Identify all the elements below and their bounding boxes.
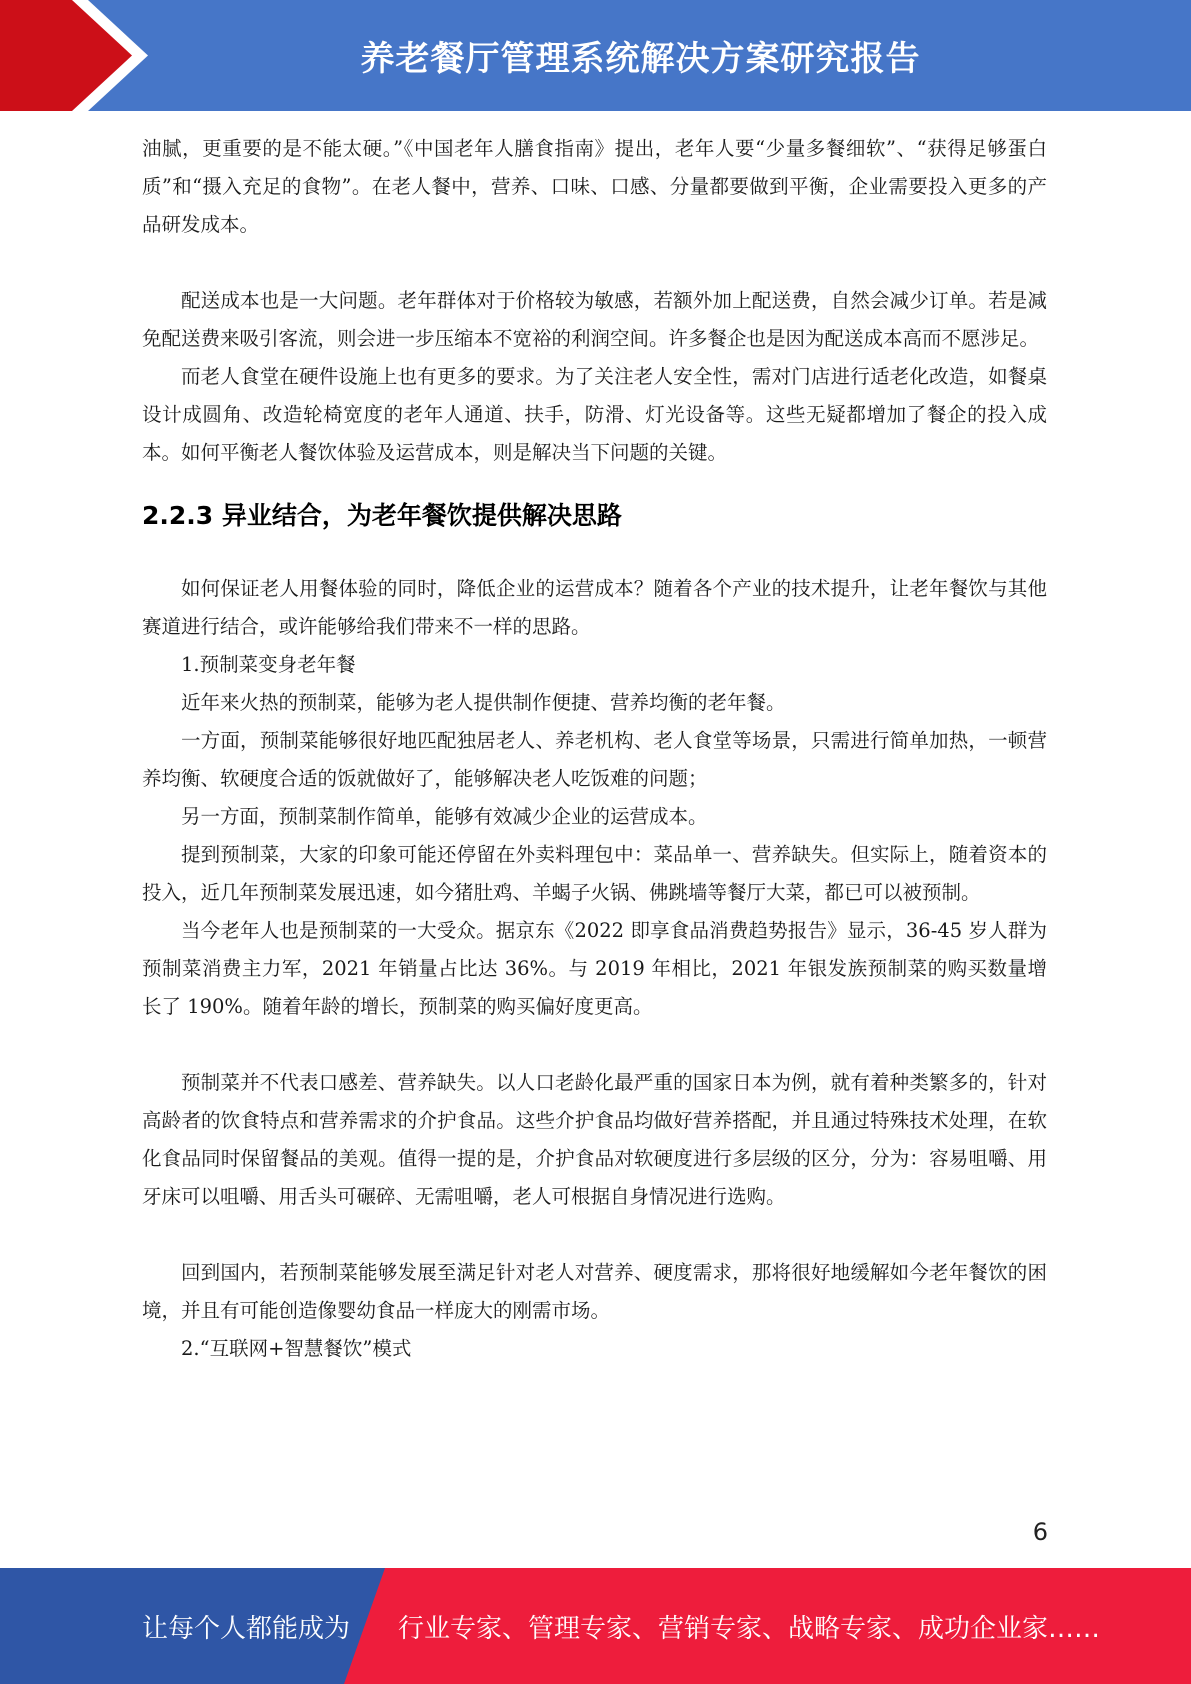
- paragraph: 近年来火热的预制菜，能够为老人提供制作便捷、营养均衡的老年餐。: [181, 691, 786, 714]
- paragraph: 一方面，预制菜能够很好地匹配独居老人、养老机构、老人食堂等场景，只需进行简单加热，一顿营养均衡、软硬度合适的饭就做好了，能够解决老人吃饭难的问题；: [142, 729, 1047, 790]
- paragraph: 回到国内，若预制菜能够发展至满足针对老人对营养、硬度需求，那将很好地缓解如今老年餐饮的困境，并且有可能创造像婴幼食品一样庞大的刚需市场。: [142, 1261, 1047, 1322]
- paragraph: 另一方面，预制菜制作简单，能够有效减少企业的运营成本。: [181, 805, 708, 828]
- document-body: [142, 130, 1047, 1368]
- footer-slogan-right: 行业专家、管理专家、营销专家、战略专家、成功企业家……: [398, 1613, 1101, 1644]
- page-number: 6: [1032, 1518, 1048, 1546]
- page-header: [0, 0, 1191, 111]
- paragraph: 而老人食堂在硬件设施上也有更多的要求。为了关注老人安全性，需对门店进行适老化改造，如餐桌设计成圆角、改造轮椅宽度的老年人通道、扶手，防滑、灯光设备等。这些无疑都增加了餐企的投入成本。如何平衡老人餐饮体验及运营成本，则是解决当下问题的关键。: [142, 365, 1047, 464]
- page-footer: [0, 1568, 1191, 1684]
- paragraph: 配送成本也是一大问题。老年群体对于价格较为敏感，若额外加上配送费，自然会减少订单。若是减免配送费来吸引客流，则会进一步压缩本不宽裕的利润空间。许多餐企也是因为配送成本高而不愿涉足。: [142, 289, 1047, 350]
- paragraph: 当今老年人也是预制菜的一大受众。据京东《2022 即享食品消费趋势报告》显示，36-45 岁人群为预制菜消费主力军，2021 年销量占比达 36%。与 2019 年相比，2021 年银发族预制菜的购买数量增长了 190%。随着年龄的增长，预制菜的购买偏好度更高。: [142, 919, 1047, 1018]
- paragraph: 油腻，更重要的是不能太硬。”《中国老年人膳食指南》提出，老年人要“少量多餐细软”、“获得足够蛋白质”和“摄入充足的食物”。在老人餐中，营养、口味、口感、分量都要做到平衡，企业需要投入更多的产品研发成本。: [142, 137, 1047, 236]
- footer-slogan-left: 让每个人都能成为: [142, 1613, 351, 1644]
- list-heading: 1.预制菜变身老年餐: [181, 653, 356, 676]
- section-heading: 2.2.3 异业结合，为老年餐饮提供解决思路: [142, 501, 622, 530]
- paragraph: 如何保证老人用餐体验的同时，降低企业的运营成本？随着各个产业的技术提升，让老年餐饮与其他赛道进行结合，或许能够给我们带来不一样的思路。: [142, 577, 1047, 638]
- paragraph: 提到预制菜，大家的印象可能还停留在外卖料理包中：菜品单一、营养缺失。但实际上，随着资本的投入，近几年预制菜发展迅速，如今猪肚鸡、羊蝎子火锅、佛跳墙等餐厅大菜，都已可以被预制。: [142, 843, 1047, 904]
- header-title: 养老餐厅管理系统解决方案研究报告: [360, 39, 921, 79]
- list-heading: 2.“互联网+智慧餐饮”模式: [181, 1337, 412, 1360]
- paragraph: 预制菜并不代表口感差、营养缺失。以人口老龄化最严重的国家日本为例，就有着种类繁多的，针对高龄者的饮食特点和营养需求的介护食品。这些介护食品均做好营养搭配，并且通过特殊技术处理，在软化食品同时保留餐品的美观。值得一提的是，介护食品对软硬度进行多层级的区分，分为：容易咀嚼、用牙床可以咀嚼、用舌头可碾碎、无需咀嚼，老人可根据自身情况进行选购。: [142, 1071, 1047, 1208]
- header-chevron-decoration: [0, 0, 160, 111]
